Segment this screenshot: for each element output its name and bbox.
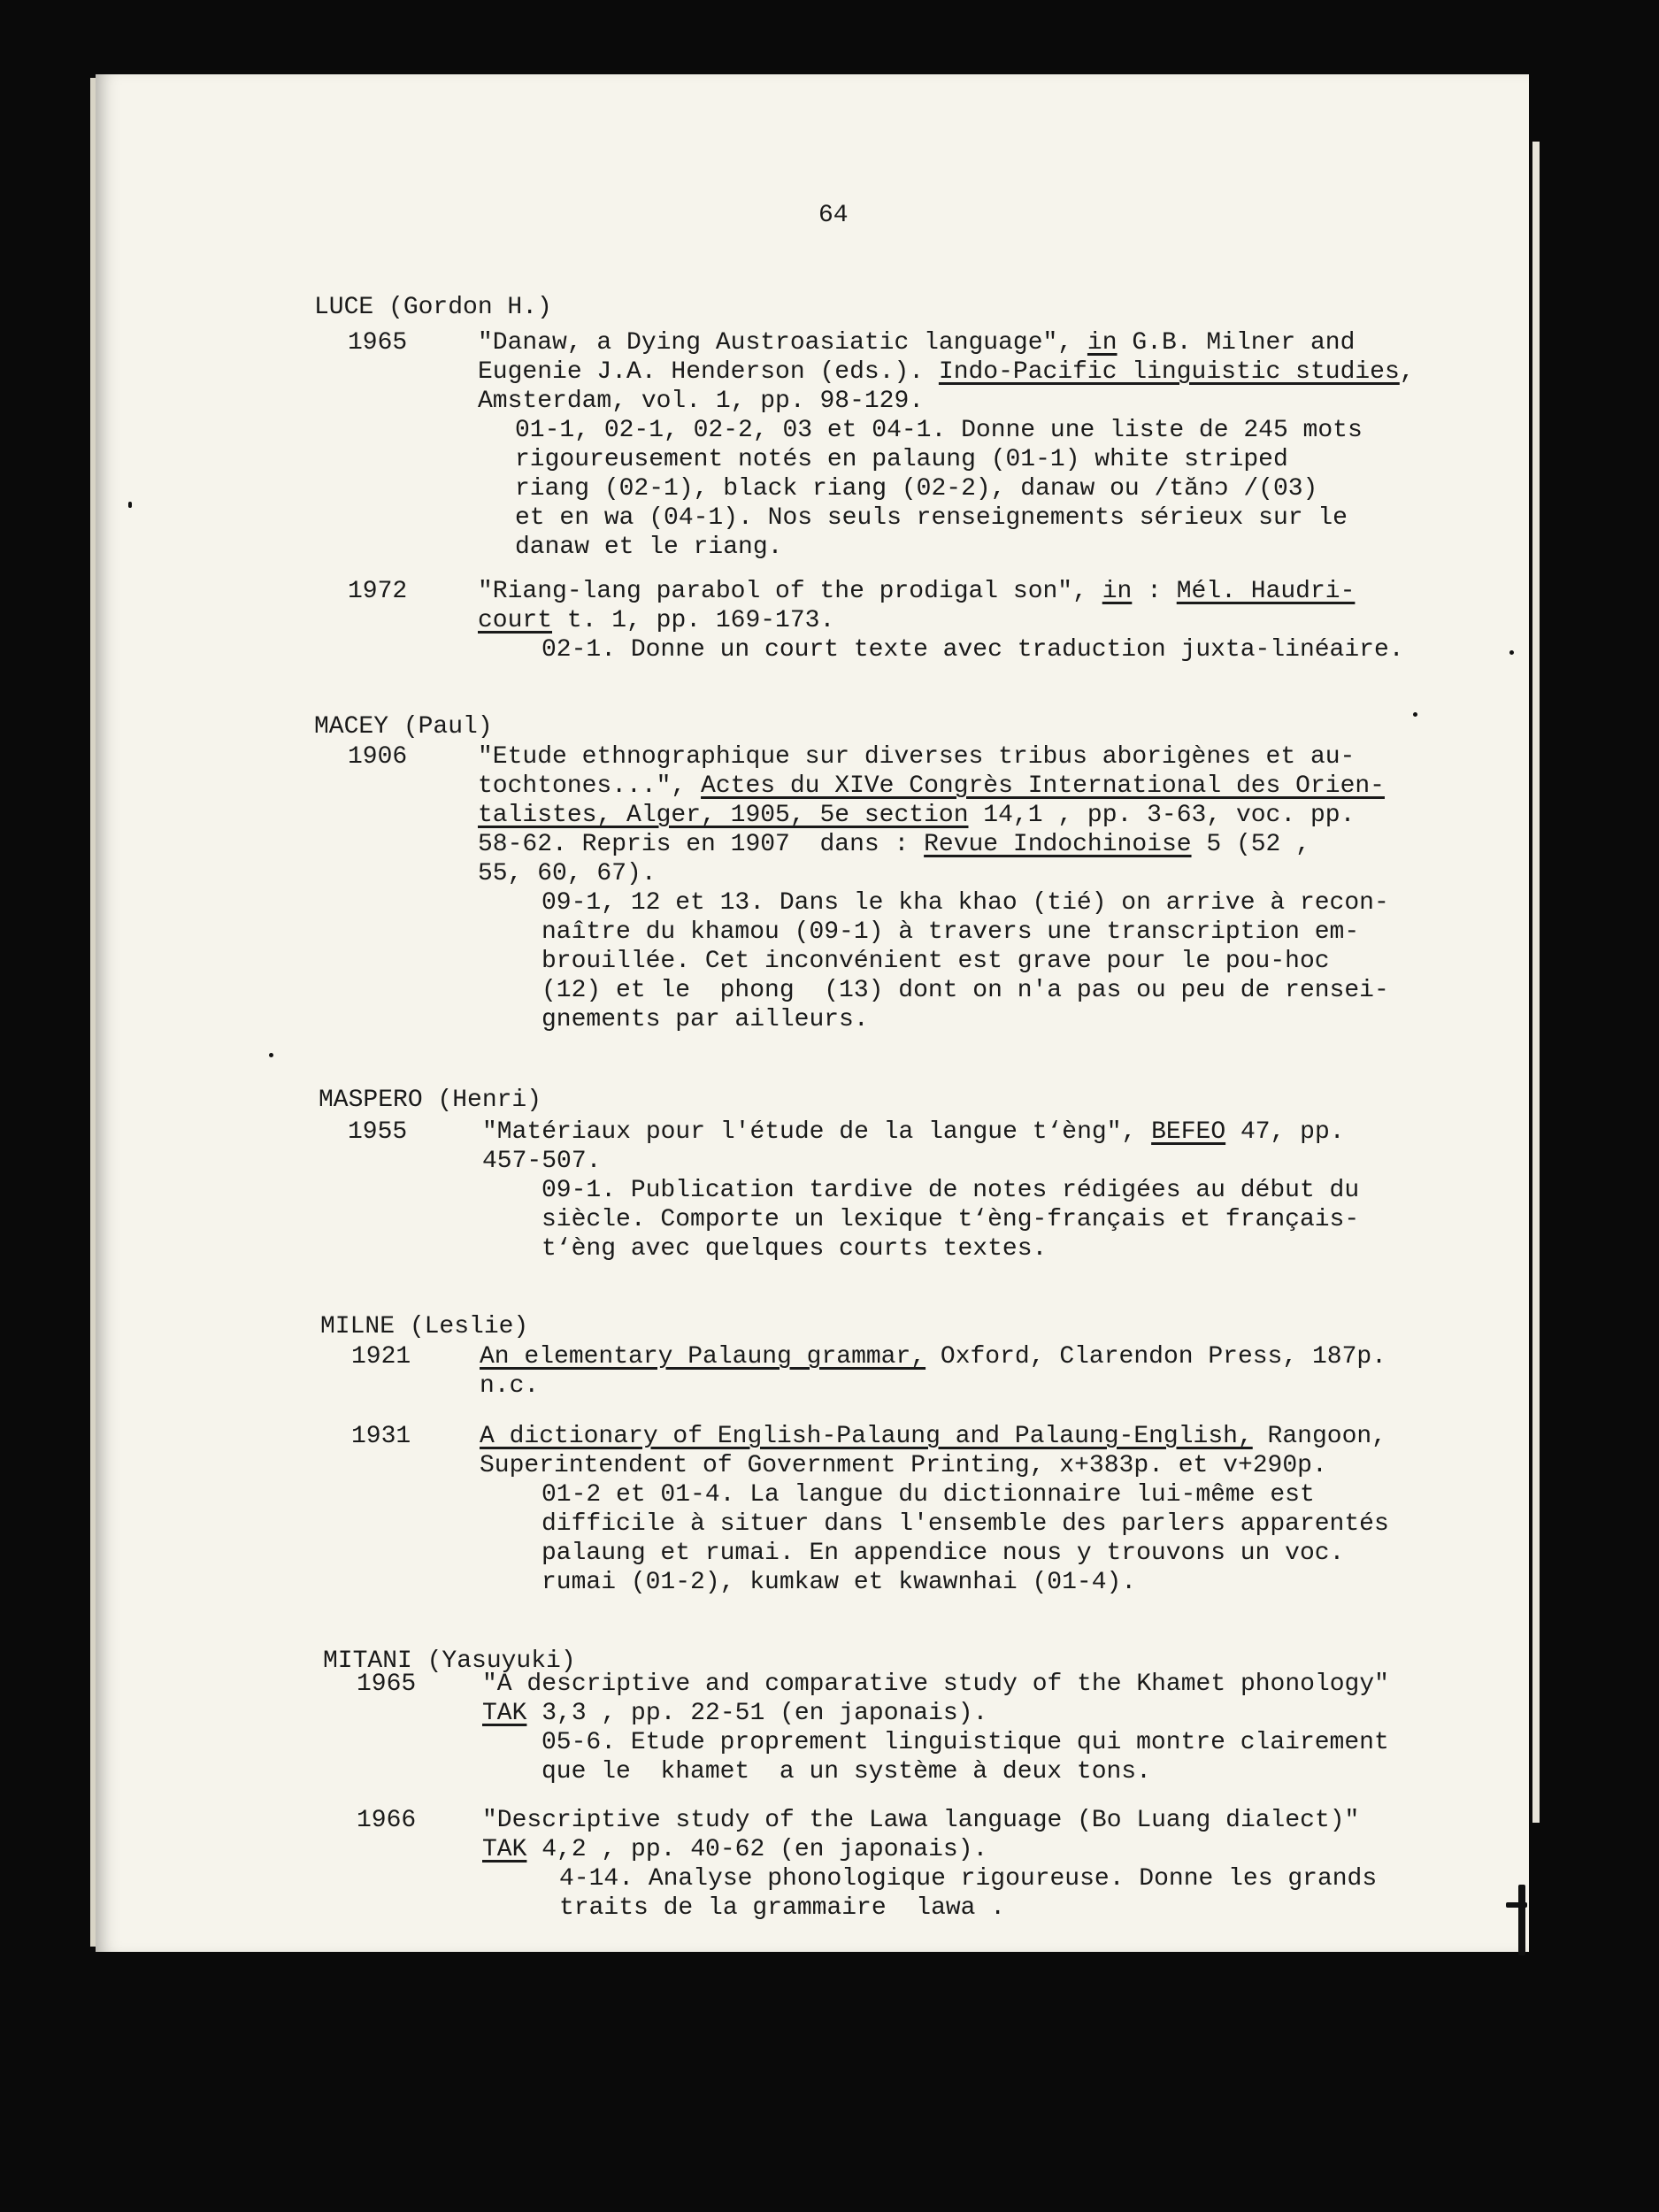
citation-line: talistes, Alger, 1905, 5e section 14,1 , pp. 3-63, voc. pp. [478, 802, 1356, 829]
citation-line: "Danaw, a Dying Austroasiatic language", in G.B. Milner and [478, 329, 1356, 357]
comment-line: naître du khamou (09-1) à travers une transcription em- [541, 918, 1360, 946]
author-name: MACEY (Paul) [314, 713, 493, 741]
citation-line: "Descriptive study of the Lawa language (Bo Luang dialect)" [482, 1807, 1360, 1834]
citation-line: Eugenie J.A. Henderson (eds.). Indo-Pacific linguistic studies, [478, 358, 1415, 386]
comment-line: que le khamet a un système à deux tons. [541, 1758, 1151, 1786]
citation-line: 58-62. Repris en 1907 dans : Revue Indochinoise 5 (52 , [478, 831, 1310, 858]
citation-line: Superintendent of Government Printing, x+383p. et v+290p. [480, 1452, 1327, 1479]
comment-line: et en wa (04-1). Nos seuls renseignements sérieux sur le [515, 504, 1348, 532]
comment-line: 09-1. Publication tardive de notes rédigées au début du [541, 1177, 1360, 1204]
comment-line: 02-1. Donne un court texte avec traduction juxta-linéaire. [541, 636, 1404, 664]
comment-line: palaung et rumai. En appendice nous y trouvons un voc. [541, 1540, 1345, 1567]
comment-line: 01-1, 02-1, 02-2, 03 et 04-1. Donne une liste de 245 mots [515, 417, 1363, 444]
work-year: 1931 [351, 1423, 411, 1450]
comment-line: rumai (01-2), kumkaw et kwawnhai (01-4). [541, 1569, 1137, 1596]
author-name: MILNE (Leslie) [320, 1313, 529, 1340]
comment-line: traits de la grammaire lawa . [559, 1894, 1006, 1922]
citation-line: A dictionary of English-Palaung and Palaung-English, Rangoon, [480, 1423, 1386, 1450]
comment-line: 05-6. Etude proprement linguistique qui montre clairement [541, 1729, 1389, 1756]
citation-line: Amsterdam, vol. 1, pp. 98-129. [478, 388, 925, 415]
comment-line: brouillée. Cet inconvénient est grave pour le pou-hoc [541, 948, 1330, 975]
citation-line: "A descriptive and comparative study of the Khamet phonology" [482, 1671, 1389, 1698]
work-year: 1955 [348, 1118, 408, 1146]
author-name: MITANI (Yasuyuki) [323, 1647, 576, 1675]
scan-mark [1518, 1885, 1525, 1955]
work-year: 1966 [357, 1807, 417, 1834]
comment-line: riang (02-1), black riang (02-2), danaw ou /tănɔ /(03) [515, 475, 1318, 503]
citation-line: "Riang-lang parabol of the prodigal son", in : Mél. Haudri- [478, 578, 1356, 605]
work-year: 1906 [348, 743, 408, 771]
citation-line: TAK 3,3 , pp. 22-51 (en japonais). [482, 1700, 988, 1727]
work-year: 1965 [348, 329, 408, 357]
citation-line: "Matériaux pour l'étude de la langue t‘èng", BEFEO 47, pp. [482, 1118, 1345, 1146]
scan-dot [269, 1053, 273, 1057]
citation-line: 457-507. [482, 1148, 602, 1175]
page-stack-edge [1532, 142, 1540, 1823]
citation-line: An elementary Palaung grammar, Oxford, Clarendon Press, 187p. [480, 1343, 1386, 1371]
comment-line: 4-14. Analyse phonologique rigoureuse. Donne les grands [559, 1865, 1378, 1893]
comment-line: 01-2 et 01-4. La langue du dictionnaire lui-même est [541, 1481, 1315, 1509]
comment-line: difficile à situer dans l'ensemble des parlers apparentés [541, 1510, 1389, 1538]
citation-line: court t. 1, pp. 169-173. [478, 607, 835, 634]
citation-line: "Etude ethnographique sur diverses tribus aborigènes et au- [478, 743, 1356, 771]
comment-line: t‘èng avec quelques courts textes. [541, 1235, 1048, 1263]
work-year: 1921 [351, 1343, 411, 1371]
comment-line: 09-1, 12 et 13. Dans le kha khao (tié) on arrive à recon- [541, 889, 1389, 917]
citation-line: 55, 60, 67). [478, 860, 657, 887]
scan-dot [1413, 712, 1417, 717]
work-year: 1972 [348, 578, 408, 605]
author-name: MASPERO (Henri) [319, 1087, 542, 1114]
author-name: LUCE (Gordon H.) [314, 294, 552, 321]
comment-line: (12) et le phong (13) dont on n'a pas ou peu de rensei- [541, 977, 1389, 1004]
citation-line: n.c. [480, 1372, 540, 1400]
citation-line: TAK 4,2 , pp. 40-62 (en japonais). [482, 1836, 988, 1863]
comment-line: siècle. Comporte un lexique t‘èng-français et français- [541, 1206, 1360, 1233]
work-year: 1965 [357, 1671, 417, 1698]
scan-dot [1509, 650, 1514, 655]
comment-line: danaw et le riang. [515, 534, 783, 561]
citation-line: tochtones...", Actes du XIVe Congrès International des Orien- [478, 772, 1385, 800]
comment-line: gnements par ailleurs. [541, 1006, 869, 1033]
scan-dot [128, 502, 132, 508]
page-number: 64 [818, 202, 849, 229]
comment-line: rigoureusement notés en palaung (01-1) white striped [515, 446, 1288, 473]
